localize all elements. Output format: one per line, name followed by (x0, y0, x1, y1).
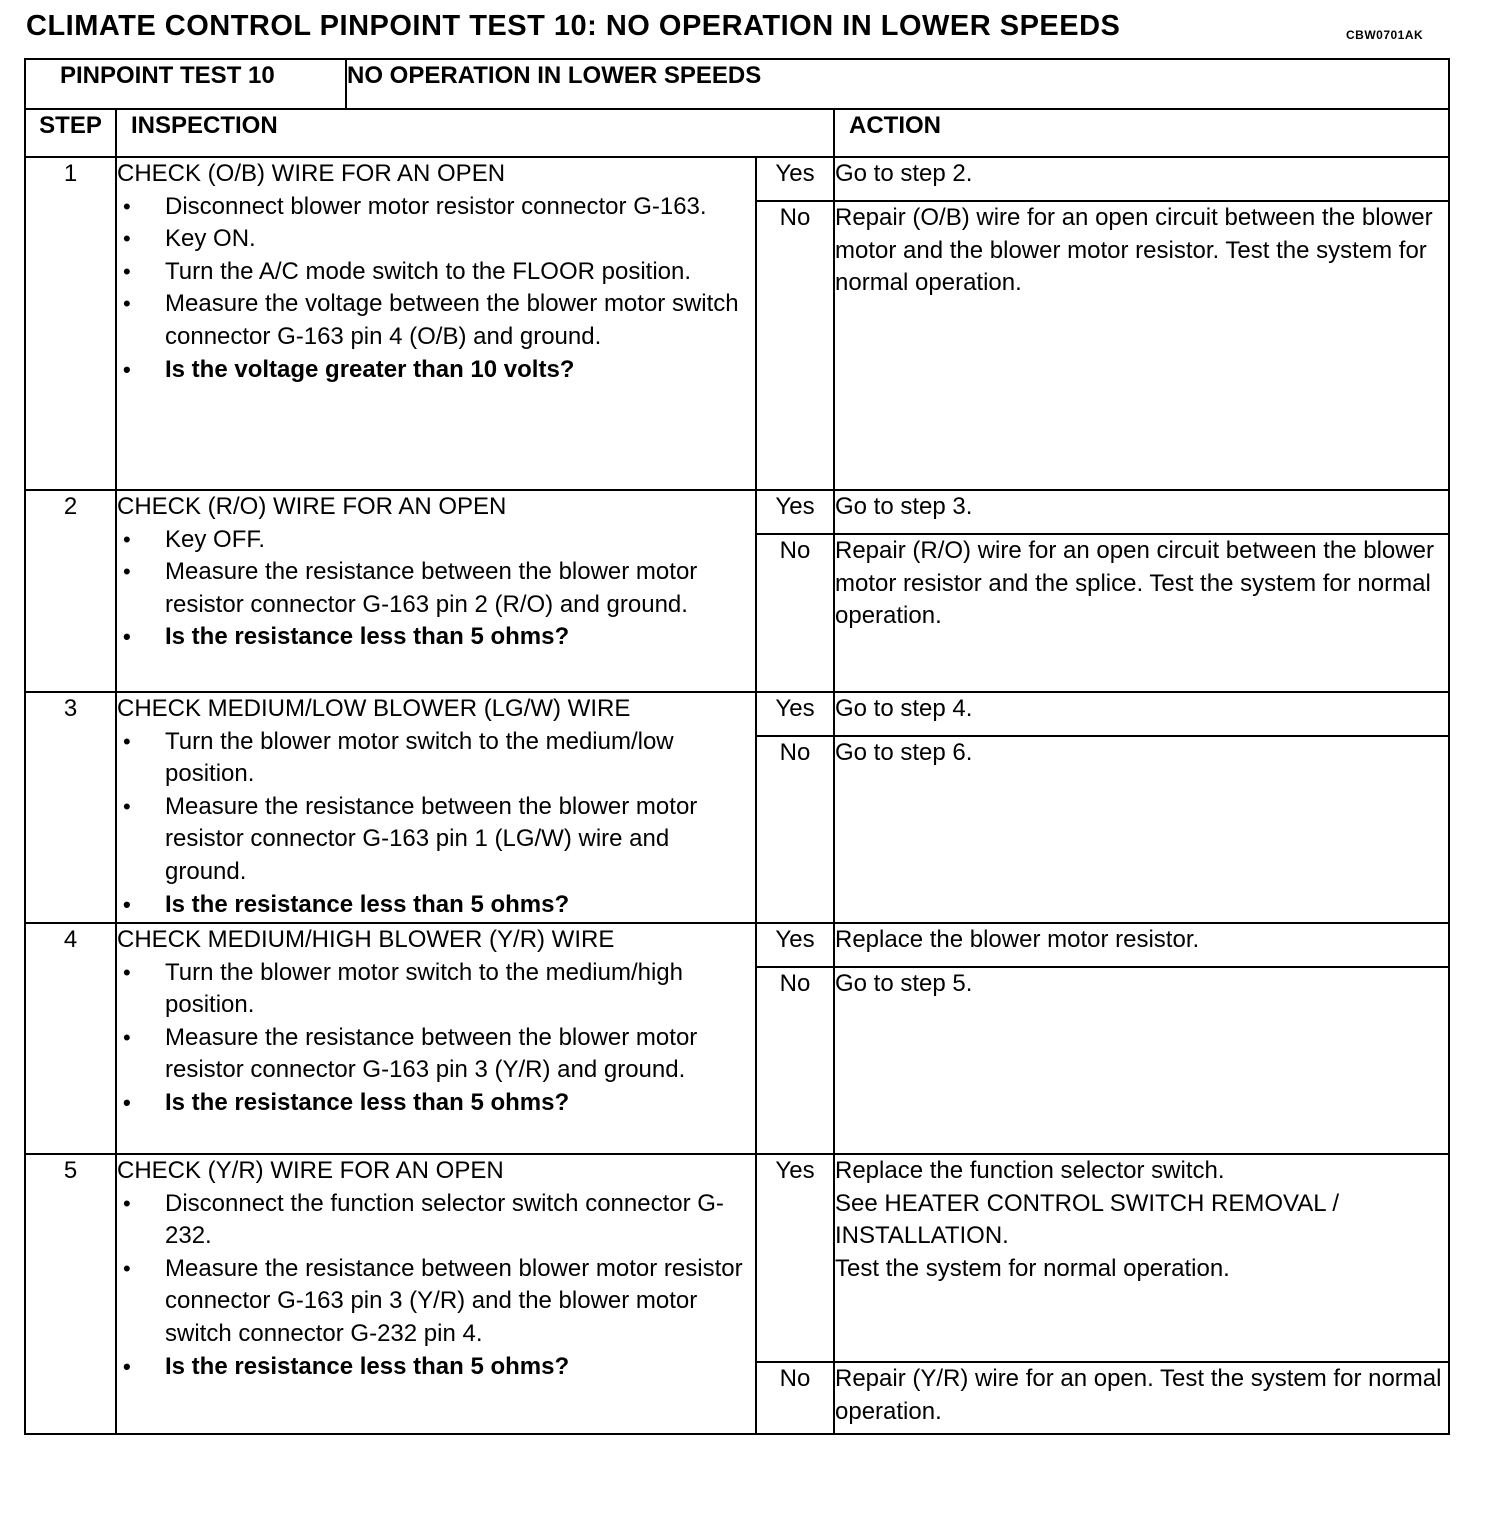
step-bullets (117, 1188, 755, 1384)
action-text: Go to step 5. (835, 970, 973, 997)
bullet-item: • Disconnect blower motor resistor connector G-163. (117, 191, 755, 224)
no-label: No (756, 1362, 834, 1434)
page-title: CLIMATE CONTROL PINPOINT TEST 10: NO OPERATION IN LOWER SPEEDS (26, 10, 1121, 42)
yes-action (834, 923, 1449, 967)
action-text: Repair (R/O) wire for an open circuit between the blower motor resistor and the splice. Test the system for normal operation. (835, 537, 1434, 630)
step-inspection (116, 1154, 756, 1434)
pinpoint-test-table (24, 58, 1450, 1435)
step-row-2-yes (25, 490, 1449, 534)
no-action (834, 736, 1449, 923)
action-text: Go to step 2. (835, 160, 973, 187)
step-bullets (117, 191, 755, 387)
step-title: CHECK MEDIUM/HIGH BLOWER (Y/R) WIRE (117, 926, 615, 953)
no-label: No (756, 201, 834, 490)
step-inspection (116, 923, 756, 1154)
step-question: • Is the resistance less than 5 ohms? (117, 621, 755, 654)
step-number: 4 (25, 923, 116, 1154)
yes-label: Yes (756, 490, 834, 534)
yes-label: Yes (756, 923, 834, 967)
no-action (834, 1362, 1449, 1434)
action-text: Replace the function selector switch. (835, 1157, 1225, 1184)
yes-action (834, 157, 1449, 201)
step-inspection (116, 692, 756, 923)
step-number: 2 (25, 490, 116, 692)
step-number: 3 (25, 692, 116, 923)
step-title: CHECK (R/O) WIRE FOR AN OPEN (117, 493, 507, 520)
action-text: See HEATER CONTROL SWITCH REMOVAL / INSTALLATION. (835, 1189, 1340, 1250)
step-question: • Is the voltage greater than 10 volts? (117, 354, 755, 387)
bullet-item: • Measure the resistance between the blower motor resistor connector G-163 pin 2 (R/O) and ground. (117, 556, 755, 621)
bullet-item: • Measure the resistance between the blower motor resistor connector G-163 pin 1 (LG/W) wire and ground. (117, 791, 755, 889)
yes-action (834, 692, 1449, 736)
bullet-item: • Measure the voltage between the blower motor switch connector G-163 pin 4 (O/B) and ground. (117, 288, 755, 353)
bullet-item: • Measure the resistance between the blower motor resistor connector G-163 pin 3 (Y/R) and ground. (117, 1022, 755, 1087)
yes-action (834, 490, 1449, 534)
test-label: PINPOINT TEST 10 (25, 59, 346, 109)
step-row-5-yes (25, 1154, 1449, 1362)
step-row-1-yes (25, 157, 1449, 201)
step-number: 5 (25, 1154, 116, 1434)
action-text: Go to step 3. (835, 493, 973, 520)
bullet-item: • Turn the blower motor switch to the medium/high position. (117, 957, 755, 1022)
step-bullets (117, 726, 755, 922)
step-title: CHECK (Y/R) WIRE FOR AN OPEN (117, 1157, 504, 1184)
no-label: No (756, 534, 834, 692)
action-text: Repair (O/B) wire for an open circuit between the blower motor and the blower motor resistor. Test the system for normal operation. (835, 204, 1433, 297)
no-action (834, 201, 1449, 490)
test-name: NO OPERATION IN LOWER SPEEDS (346, 59, 1449, 109)
action-text: Go to step 4. (835, 695, 973, 722)
no-action (834, 534, 1449, 692)
step-question: • Is the resistance less than 5 ohms? (117, 1351, 755, 1384)
step-question: • Is the resistance less than 5 ohms? (117, 1087, 755, 1120)
step-inspection (116, 490, 756, 692)
step-row-4-yes (25, 923, 1449, 967)
yes-action (834, 1154, 1449, 1362)
step-question: • Is the resistance less than 5 ohms? (117, 889, 755, 922)
action-text: Replace the blower motor resistor. (835, 926, 1200, 953)
yes-label: Yes (756, 157, 834, 201)
step-title: CHECK (O/B) WIRE FOR AN OPEN (117, 160, 506, 187)
step-row-3-yes (25, 692, 1449, 736)
bullet-item: • Turn the blower motor switch to the medium/low position. (117, 726, 755, 791)
yes-label: Yes (756, 692, 834, 736)
bullet-item: • Key OFF. (117, 524, 755, 557)
no-action (834, 967, 1449, 1154)
step-number: 1 (25, 157, 116, 490)
action-text: Repair (Y/R) wire for an open. Test the system for normal operation. (835, 1365, 1442, 1425)
col-inspection-header: INSPECTION (116, 109, 834, 157)
bullet-item: • Key ON. (117, 223, 755, 256)
bullet-item: • Disconnect the function selector switch connector G-232. (117, 1188, 755, 1253)
bullet-item: • Turn the A/C mode switch to the FLOOR position. (117, 256, 755, 289)
figure-code: CBW0701AK (1346, 28, 1424, 42)
step-inspection (116, 157, 756, 490)
bullet-item: • Measure the resistance between blower motor resistor connector G-163 pin 3 (Y/R) and the blower motor switch connector G-232 pin 4. (117, 1253, 755, 1351)
yes-label: Yes (756, 1154, 834, 1362)
action-text: Go to step 6. (835, 739, 973, 766)
no-label: No (756, 736, 834, 923)
no-label: No (756, 967, 834, 1154)
step-title: CHECK MEDIUM/LOW BLOWER (LG/W) WIRE (117, 695, 631, 722)
col-action-header: ACTION (834, 109, 1449, 157)
col-step-header: STEP (25, 109, 116, 157)
step-bullets (117, 524, 755, 654)
action-text: Test the system for normal operation. (835, 1254, 1230, 1282)
step-bullets (117, 957, 755, 1120)
